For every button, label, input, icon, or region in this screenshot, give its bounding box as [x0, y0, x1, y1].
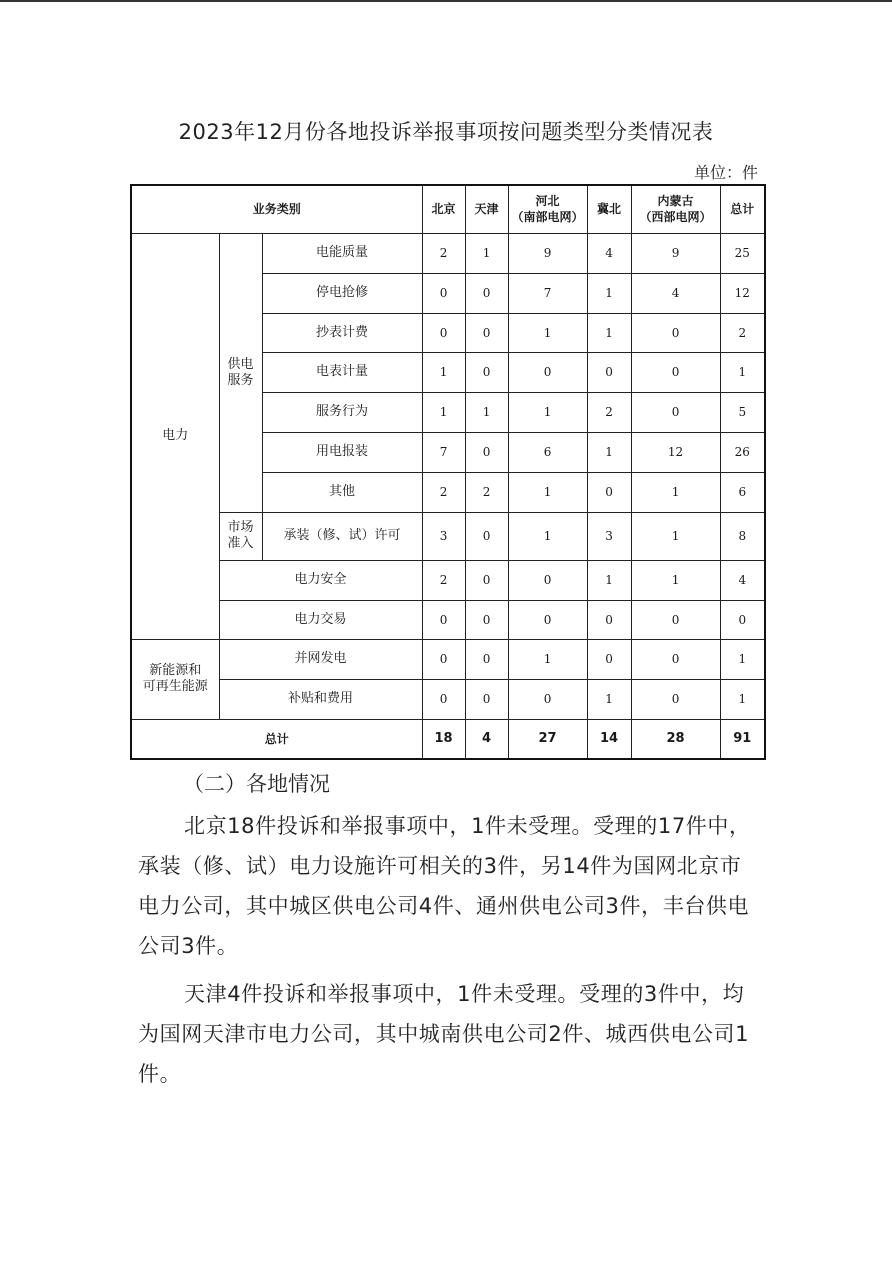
total-value: 18 [422, 719, 465, 759]
total-value: 28 [631, 719, 720, 759]
cell-value: 3 [587, 512, 631, 560]
cell-value: 0 [465, 273, 508, 313]
cell-value: 0 [422, 273, 465, 313]
cell-value: 0 [587, 352, 631, 392]
header-region: 内蒙古 （西部电网） [631, 185, 720, 233]
total-label: 总计 [131, 719, 422, 759]
paragraph-beijing: 北京18件投诉和举报事项中，1件未受理。受理的17件中，承装（修、试）电力设施许可相关的3件，另14件为国网北京市电力公司，其中城区供电公司4件、通州供电公司3件，丰台供电公司3件。 [138, 814, 751, 958]
page-top-border [0, 0, 892, 2]
header-region: 北京 [422, 185, 465, 233]
cell-row-total: 2 [720, 313, 765, 352]
cell-value: 0 [465, 352, 508, 392]
header-region: 冀北 [587, 185, 631, 233]
cell-value: 6 [508, 432, 587, 472]
cell-value: 0 [587, 639, 631, 679]
cell-value: 1 [587, 313, 631, 352]
cell-value: 1 [587, 432, 631, 472]
cell-row-total: 25 [720, 233, 765, 273]
cell-value: 0 [422, 600, 465, 639]
table-row [131, 560, 765, 600]
cell-value: 0 [465, 600, 508, 639]
group-renewable-energy: 新能源和 可再生能源 [131, 639, 219, 719]
cell-value: 2 [422, 233, 465, 273]
cell-value: 0 [587, 472, 631, 512]
total-row [131, 719, 765, 759]
cell-value: 0 [465, 679, 508, 719]
table-row [131, 600, 765, 639]
total-value: 27 [508, 719, 587, 759]
cell-value: 0 [465, 313, 508, 352]
row-label: 停电抢修 [262, 273, 422, 313]
unit-label: 单位：件 [693, 163, 758, 182]
cell-value: 0 [508, 560, 587, 600]
cell-value: 1 [631, 560, 720, 600]
cell-value: 1 [465, 392, 508, 432]
cell-value: 1 [422, 352, 465, 392]
table-row [131, 639, 765, 679]
cell-value: 0 [508, 600, 587, 639]
row-label: 用电报装 [262, 432, 422, 472]
cell-value: 0 [465, 512, 508, 560]
cell-row-total: 4 [720, 560, 765, 600]
cell-row-total: 12 [720, 273, 765, 313]
header-total: 总计 [720, 185, 765, 233]
cell-value: 2 [587, 392, 631, 432]
row-label: 承装（修、试）许可 [262, 512, 422, 560]
row-label: 并网发电 [219, 639, 422, 679]
cell-value: 4 [587, 233, 631, 273]
cell-value: 1 [422, 392, 465, 432]
cell-value: 1 [508, 472, 587, 512]
cell-value: 1 [465, 233, 508, 273]
cell-row-total: 1 [720, 679, 765, 719]
row-label: 电能质量 [262, 233, 422, 273]
cell-value: 12 [631, 432, 720, 472]
complaint-stats-table [130, 184, 766, 760]
cell-value: 4 [631, 273, 720, 313]
header-category: 业务类别 [131, 185, 422, 233]
cell-value: 1 [508, 392, 587, 432]
cell-value: 0 [631, 392, 720, 432]
group-power: 电力 [131, 233, 219, 639]
cell-value: 1 [587, 273, 631, 313]
row-label: 电力安全 [219, 560, 422, 600]
cell-row-total: 1 [720, 639, 765, 679]
cell-value: 1 [508, 512, 587, 560]
cell-value: 3 [422, 512, 465, 560]
table-row [131, 679, 765, 719]
cell-value: 2 [422, 560, 465, 600]
cell-value: 1 [587, 679, 631, 719]
cell-value: 0 [422, 313, 465, 352]
row-label: 其他 [262, 472, 422, 512]
row-label: 服务行为 [262, 392, 422, 432]
row-label: 电表计量 [262, 352, 422, 392]
header-region: 天津 [465, 185, 508, 233]
total-value: 14 [587, 719, 631, 759]
cell-value: 1 [508, 639, 587, 679]
table-row [131, 512, 765, 560]
section-heading: （二）各地情况 [183, 772, 330, 796]
cell-value: 0 [631, 313, 720, 352]
cell-value: 2 [465, 472, 508, 512]
header-row [131, 185, 765, 233]
cell-value: 0 [422, 639, 465, 679]
cell-row-total: 8 [720, 512, 765, 560]
cell-row-total: 6 [720, 472, 765, 512]
cell-value: 0 [631, 679, 720, 719]
cell-value: 1 [631, 512, 720, 560]
table-row [131, 233, 765, 273]
cell-value: 0 [465, 560, 508, 600]
cell-value: 7 [422, 432, 465, 472]
cell-value: 9 [508, 233, 587, 273]
cell-value: 0 [587, 600, 631, 639]
cell-value: 0 [508, 679, 587, 719]
row-label: 抄表计费 [262, 313, 422, 352]
cell-value: 0 [631, 600, 720, 639]
grand-total: 91 [720, 719, 765, 759]
row-label: 补贴和费用 [219, 679, 422, 719]
total-value: 4 [465, 719, 508, 759]
cell-row-total: 26 [720, 432, 765, 472]
group-supply-service: 供电 服务 [219, 233, 262, 512]
cell-value: 0 [631, 352, 720, 392]
cell-row-total: 5 [720, 392, 765, 432]
row-label: 电力交易 [219, 600, 422, 639]
paragraph-tianjin: 天津4件投诉和举报事项中，1件未受理。受理的3件中，均为国网天津市电力公司，其中城南供电公司2件、城西供电公司1件。 [138, 982, 750, 1086]
cell-value: 7 [508, 273, 587, 313]
cell-value: 1 [587, 560, 631, 600]
cell-value: 9 [631, 233, 720, 273]
cell-value: 0 [631, 639, 720, 679]
cell-value: 0 [465, 639, 508, 679]
table-title: 2023年12月份各地投诉举报事项按问题类型分类情况表 [178, 120, 714, 144]
cell-row-total: 0 [720, 600, 765, 639]
group-market-access: 市场 准入 [219, 512, 262, 560]
cell-value: 1 [508, 313, 587, 352]
cell-value: 2 [422, 472, 465, 512]
cell-value: 1 [631, 472, 720, 512]
cell-row-total: 1 [720, 352, 765, 392]
cell-value: 0 [465, 432, 508, 472]
header-region: 河北 （南部电网） [508, 185, 587, 233]
cell-value: 0 [508, 352, 587, 392]
cell-value: 0 [422, 679, 465, 719]
